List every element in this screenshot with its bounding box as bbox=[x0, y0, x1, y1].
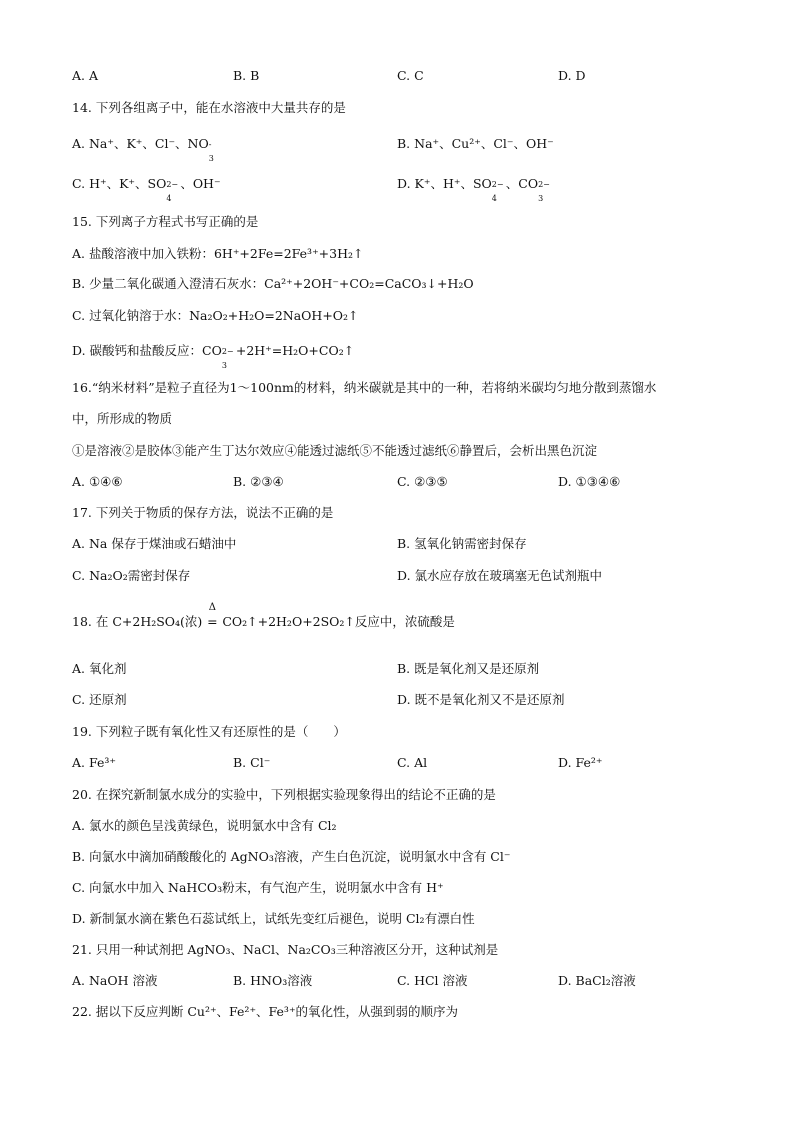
q13-option-d: D. D bbox=[558, 68, 586, 83]
q14-option-c-charge: 2− bbox=[166, 180, 179, 189]
q16-option-d: D. ①③④⑥ bbox=[558, 474, 621, 489]
q18-stem-pre: 18. 在 C+2H₂SO₄(浓) bbox=[72, 614, 203, 629]
q14-option-d-charge-2: 2− bbox=[538, 180, 550, 189]
q17-option-b: B. 氢氧化钠需密封保存 bbox=[397, 536, 527, 551]
q16-option-c: C. ②③⑤ bbox=[397, 474, 448, 489]
q15-option-a: A. 盐酸溶液中加入铁粉：6H⁺+2Fe=2Fe³⁺+3H₂↑ bbox=[72, 246, 364, 261]
q15-option-d-pre: D. 碳酸钙和盐酸反应：CO bbox=[72, 343, 222, 358]
q18-heat-condition bbox=[202, 602, 222, 629]
q13-option-b: B. B bbox=[233, 68, 260, 83]
q14-option-a-charge: - bbox=[208, 140, 212, 149]
q20-option-c: C. 向氯水中加入 NaHCO₃粉末，有气泡产生，说明氯水中含有 H⁺ bbox=[72, 880, 444, 895]
q14-stem: 14. 下列各组离子中，能在水溶液中大量共存的是 bbox=[72, 100, 346, 115]
q21-stem: 21. 只用一种试剂把 AgNO₃、NaCl、Na₂CO₃三种溶液区分开，这种试剂是 bbox=[72, 942, 499, 957]
q21-option-b: B. HNO₃溶液 bbox=[233, 973, 313, 988]
q14-option-d-subscript-2: 3 bbox=[538, 194, 544, 203]
q13-option-c: C. C bbox=[397, 68, 424, 83]
q18-option-d: D. 既不是氧化剂又不是还原剂 bbox=[397, 692, 565, 707]
q14-option-c bbox=[72, 176, 221, 203]
q18-stem-post: CO₂↑+2H₂O+2SO₂↑反应中，浓硫酸是 bbox=[222, 614, 455, 629]
q18-option-b: B. 既是氧化剂又是还原剂 bbox=[397, 661, 540, 676]
q15-option-d-post: +2H⁺=H₂O+CO₂↑ bbox=[235, 343, 355, 358]
q14-option-a-text: A. Na⁺、K⁺、Cl⁻、NO bbox=[72, 136, 209, 151]
q16-option-a: A. ①④⑥ bbox=[72, 474, 123, 489]
q14-option-d-mid: 、CO bbox=[505, 176, 539, 191]
q22-stem: 22. 据以下反应判断 Cu²⁺、Fe²⁺、Fe³⁺的氧化性，从强到弱的顺序为 bbox=[72, 1004, 459, 1019]
q16-option-b: B. ②③④ bbox=[233, 474, 284, 489]
q16-statements: ①是溶液②是胶体③能产生丁达尔效应④能透过滤纸⑤不能透过滤纸⑥静置后，会析出黑色沉淀 bbox=[72, 443, 598, 458]
q19-option-a: A. Fe³⁺ bbox=[72, 755, 116, 770]
q14-option-c-subscript: 4 bbox=[166, 194, 172, 203]
q21-option-c: C. HCl 溶液 bbox=[397, 973, 468, 988]
q15-option-d bbox=[72, 343, 355, 370]
q15-option-d-subscript: 3 bbox=[221, 361, 227, 370]
q18-equals-sign: = bbox=[207, 614, 218, 629]
q17-option-c: C. Na₂O₂需密封保存 bbox=[72, 568, 191, 583]
q20-option-b: B. 向氯水中滴加硝酸酸化的 AgNO₃溶液，产生白色沉淀，说明氯水中含有 Cl⁻ bbox=[72, 849, 511, 864]
q17-stem: 17. 下列关于物质的保存方法，说法不正确的是 bbox=[72, 505, 334, 520]
q18-option-a: A. 氧化剂 bbox=[72, 661, 127, 676]
q20-stem: 20. 在探究新制氯水成分的实验中，下列根据实验现象得出的结论不正确的是 bbox=[72, 787, 496, 802]
q18-option-c: C. 还原剂 bbox=[72, 692, 127, 707]
q14-option-d-subscript-1: 4 bbox=[491, 194, 497, 203]
q14-option-d-charge-1: 2− bbox=[491, 180, 504, 189]
q14-option-a bbox=[72, 136, 214, 163]
q15-option-d-charge: 2− bbox=[221, 347, 234, 356]
q19-option-c: C. Al bbox=[397, 755, 428, 770]
q16-stem-line-1: 16.“纳米材料”是粒子直径为1～100nm的材料，纳米碳就是其中的一种，若将纳米碳均匀地分散到蒸馏水 bbox=[72, 380, 657, 395]
q19-stem: 19. 下列粒子既有氧化性又有还原性的是（ ） bbox=[72, 724, 346, 739]
q21-option-a: A. NaOH 溶液 bbox=[72, 973, 158, 988]
q17-option-a: A. Na 保存于煤油或石蜡油中 bbox=[72, 536, 237, 551]
q19-option-b: B. Cl⁻ bbox=[233, 755, 271, 770]
q14-option-a-subscript: 3 bbox=[208, 154, 214, 163]
q14-option-c-pre: C. H⁺、K⁺、SO bbox=[72, 176, 167, 191]
q19-option-d: D. Fe²⁺ bbox=[558, 755, 603, 770]
q20-option-d: D. 新制氯水滴在紫色石蕊试纸上，试纸先变红后褪色，说明 Cl₂有漂白性 bbox=[72, 911, 475, 926]
q14-option-d bbox=[397, 176, 550, 203]
q18-stem bbox=[72, 602, 455, 629]
q14-option-d-pre: D. K⁺、H⁺、SO bbox=[397, 176, 492, 191]
q21-option-d: D. BaCl₂溶液 bbox=[558, 973, 636, 988]
q20-option-a: A. 氯水的颜色呈浅黄绿色，说明氯水中含有 Cl₂ bbox=[72, 818, 337, 833]
q15-stem: 15. 下列离子方程式书写正确的是 bbox=[72, 214, 259, 229]
q14-option-b: B. Na⁺、Cu²⁺、Cl⁻、OH⁻ bbox=[397, 136, 554, 151]
q14-option-c-post: 、OH⁻ bbox=[180, 176, 221, 191]
q15-option-c: C. 过氧化钠溶于水：Na₂O₂+H₂O=2NaOH+O₂↑ bbox=[72, 308, 359, 323]
q16-stem-line-2: 中，所形成的物质 bbox=[72, 411, 173, 426]
q17-option-d: D. 氯水应存放在玻璃塞无色试剂瓶中 bbox=[397, 568, 603, 583]
q18-delta-symbol: Δ bbox=[208, 602, 216, 613]
q13-option-a: A. A bbox=[72, 68, 99, 83]
q15-option-b: B. 少量二氧化碳通入澄清石灰水：Ca²⁺+2OH⁻+CO₂=CaCO₃↓+H₂O bbox=[72, 276, 474, 291]
